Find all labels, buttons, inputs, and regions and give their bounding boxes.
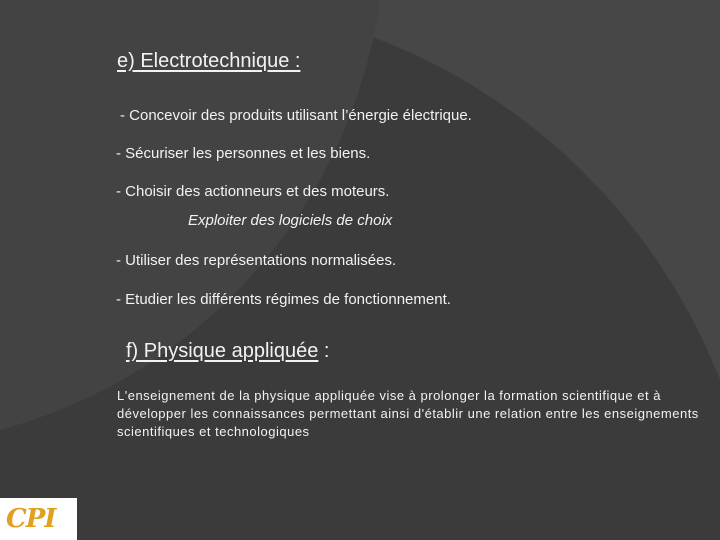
section-f-heading: f) Physique appliquée: [126, 340, 319, 362]
cpi-logo-text: CPI: [6, 504, 56, 534]
section-f-paragraph: L'enseignement de la physique appliquée vise à prolonger la formation scientifique et à développer les connaissances permettant ainsi d'établir une relation entre les enseignements scientifiques et technologiques: [117, 388, 699, 439]
section-e-item-1: - Concevoir des produits utilisant l’énergie électrique.: [120, 107, 472, 124]
section-e-item-5: - Utiliser des représentations normalisées.: [116, 252, 397, 269]
section-e-item-4: Exploiter des logiciels de choix: [188, 212, 393, 229]
section-e-item-3: - Choisir des actionneurs et des moteurs.: [116, 183, 390, 200]
cpi-logo: [0, 498, 77, 540]
section-e-item-6: - Etudier les différents régimes de fonctionnement.: [116, 291, 451, 308]
section-f-heading-line: [126, 340, 329, 363]
section-e-heading: e) Electrotechnique :: [117, 50, 301, 72]
section-f-heading-suffix: :: [318, 340, 330, 362]
section-e-item-2: - Sécuriser les personnes et les biens.: [116, 145, 371, 162]
